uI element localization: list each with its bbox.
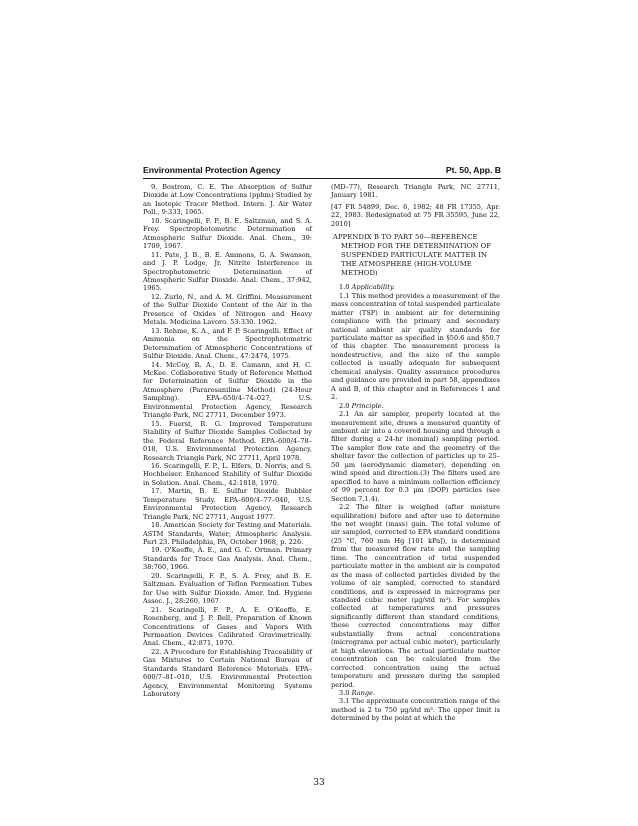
left-column xyxy=(143,183,312,699)
running-header xyxy=(143,164,501,179)
reference-22: 22. A Procedure for Establishing Traceability of Gas Mixtures to Certain National Bureau of Standards Standard Reference Materials. EPA–600/7–81–010, U.S. Environmental Protection Agency, Environmental Monitoring Systems Laboratory xyxy=(143,647,312,699)
section-1-number: 1.0 xyxy=(339,283,350,292)
reference-12: 12. Zurlo, N., and A. M. Griffini. Measurement of the Sulfur Dioxide Content of the Air in the Presence of Oxides of Nitrogen and Heavy Metals. Medicina Lavoro. 53:330. 1962. xyxy=(143,292,312,327)
section-1-heading xyxy=(331,283,500,291)
federal-register-citation: [47 FR 54899, Dec. 6, 1982; 48 FR 17355, Apr. 22, 1983. Redesignated at 75 FR 35595, June 22, 2010] xyxy=(331,202,500,228)
reference-16: 16. Scaringelli, F. P., L. Elfers, D. Norris, and S. Hochheiser. Enhanced Stability of Sulfur Dioxide in Solution. Anal. Chem., 42:1818, 1970. xyxy=(143,461,312,487)
reference-13: 13. Rehme, K. A., and F. P. Scaringelli. Effect of Ammonia on the Spectrophotometric Determination of Atmospheric Concentrations of Sulfur Dioxide. Anal. Chem., 47:2474, 1975. xyxy=(143,326,312,361)
header-part-reference: Pt. 50, App. B xyxy=(445,165,501,175)
section-2-number: 2.0 xyxy=(339,401,350,410)
section-3-heading xyxy=(331,689,500,697)
reference-22-continuation: (MD–77), Research Triangle Park, NC 27711, January 1981. xyxy=(331,183,500,200)
paragraph-2-1: 2.1 An air sampler, properly located at the measurement site, draws a measured quantity of ambient air into a covered housing and through a filter during a 24-hr (nominal) sampling period. The sampler flow rate and the geometry of the shelter favor the collection of particles up to 25–50 μm (aerodynamic diameter), depending on wind speed and direction.(3) The filters used are specified to have a minimum collection efficiency of 99 percent for 0.3 μm (DOP) particles (see Section 7.1.4). xyxy=(331,410,500,503)
reference-10: 10. Scaringelli, F. P., B. E. Saltzman, and S. A. Frey. Spectrophotometric Determination of Atmospheric Sulfur Dioxide. Anal. Chem., 39: 1709, 1967. xyxy=(143,216,312,251)
reference-14: 14. McCoy, R. A., D. E. Camann, and H. C. McKee. Collaborative Study of Reference Method for Determination of Sulfur Dioxide in the Atmosphere (Pararosaniline Method) (24-Hour Sampling). EPA–650/4–74–027, U.S. Environmental Protection Agency, Research Triangle Park, NC 27711, December 1973. xyxy=(143,360,312,420)
section-3-title: Range. xyxy=(351,689,376,698)
section-2-title: Principle. xyxy=(351,401,384,410)
paragraph-1-1: 1.1 This method provides a measurement of the mass concentration of total suspended particulate matter (TSP) in ambient air for determining compliance with the primary and secondary national ambient air quality standards for particulate matter as specified in §50.6 and §50.7 of this chapter. The measurement process is nondestructive, and the size of the sample collected is usually adequate for subsequent chemical analysis. Quality assurance procedures and guidance are provided in part 58, appendixes A and B, of this chapter and in References 1 and 2. xyxy=(331,291,500,402)
reference-20: 20. Scaringelli, F. P., S. A. Frey, and B. E. Saltzman. Evaluation of Teflon Permeation Tubes for Use with Sulfur Dioxide. Amer. Ind. Hygiene Assoc. J., 28:260, 1967. xyxy=(143,571,312,606)
paragraph-2-2: 2.2 The filter is weighed (after moisture equilibration) before and after use to determine the net weight (mass) gain. The total volume of air sampled, corrected to EPA standard conditions (25 °C, 760 mm Hg [101 kPa]), is determined from the measured flow rate and the sampling time. The concentration of total suspended particulate matter in the ambient air is computed as the mass of collected particles divided by the volume of air sampled, corrected to standard conditions, and is expressed in micrograms per standard cubic meter (μg/std m³). For samples collected at temperatures and pressures significantly different than standard conditions, these corrected concentrations may differ substantially from actual concentrations (micrograms per actual cubic meter), particularly at high elevations. The actual particulate matter concentration can be calculated from the corrected concentration using the actual temperature and pressure during the sampled period. xyxy=(331,503,500,689)
page-number: 33 xyxy=(313,778,325,788)
right-column xyxy=(331,183,500,723)
appendix-title: APPENDIX B TO PART 50—REFERENCE METHOD FOR THE DETERMINATION OF SUSPENDED PARTICULATE MATTER IN THE ATMOSPHERE (HIGH-VOLUME METHOD) xyxy=(333,233,492,278)
paragraph-3-1: 3.1 The approximate concentration range of the method is 2 to 750 μg/std m³. The upper limit is determined by the point at which the xyxy=(331,697,500,723)
reference-9: 9. Bostrom, C. E. The Absorption of Sulfur Dioxide at Low Concentrations (pphm) Studied by an Isotopic Tracer Method. Intern. J. Air Water Poll., 9:333, 1965. xyxy=(143,183,312,217)
reference-11: 11. Pate, J. B., B. E. Ammons, G. A. Swanson, and J. P. Lodge, Jr. Nitrite Interference in Spectrophotometric Determination of Atmospheric Sulfur Dioxide. Anal. Chem., 37:942, 1965. xyxy=(143,250,312,293)
reference-21: 21. Scaringelli, F. P., A. E. O'Keeffe, E. Rosenberg, and J. P. Bell, Preparation of Known Concentrations of Gases and Vapors With Permeation Devices Calibrated Gravimetrically. Anal. Chem., 42:871, 1970. xyxy=(143,605,312,648)
reference-19: 19. O'Keeffe, A. E., and G. C. Ortman. Primary Standards for Trace Gas Analysis. Anal. Chem., 38:760, 1966. xyxy=(143,546,312,572)
reference-15: 15. Fuerst, R. G. Improved Temperature Stability of Sulfur Dioxide Samples Collected by the Federal Reference Method. EPA–600/4–78–018, U.S. Environmental Protection Agency, Research Triangle Park, NC 27711, April 1978. xyxy=(143,419,312,462)
reference-18: 18. American Society for Testing and Materials. ASTM Standards, Water; Atmospheric Analysis. Part 23. Philadelphia, PA, October 1968, p. 226. xyxy=(143,521,312,547)
section-1-title: Applicability. xyxy=(351,283,395,292)
header-agency-name: Environmental Protection Agency xyxy=(143,165,281,175)
section-3-number: 3.0 xyxy=(339,689,350,698)
section-2-heading xyxy=(331,402,500,410)
reference-17: 17. Martin, B. E. Sulfur Dioxide Bubbler Temperature Study. EPA–600/4–77–040, U.S. Environmental Protection Agency, Research Triangle Park, NC 27711, August 1977. xyxy=(143,487,312,521)
